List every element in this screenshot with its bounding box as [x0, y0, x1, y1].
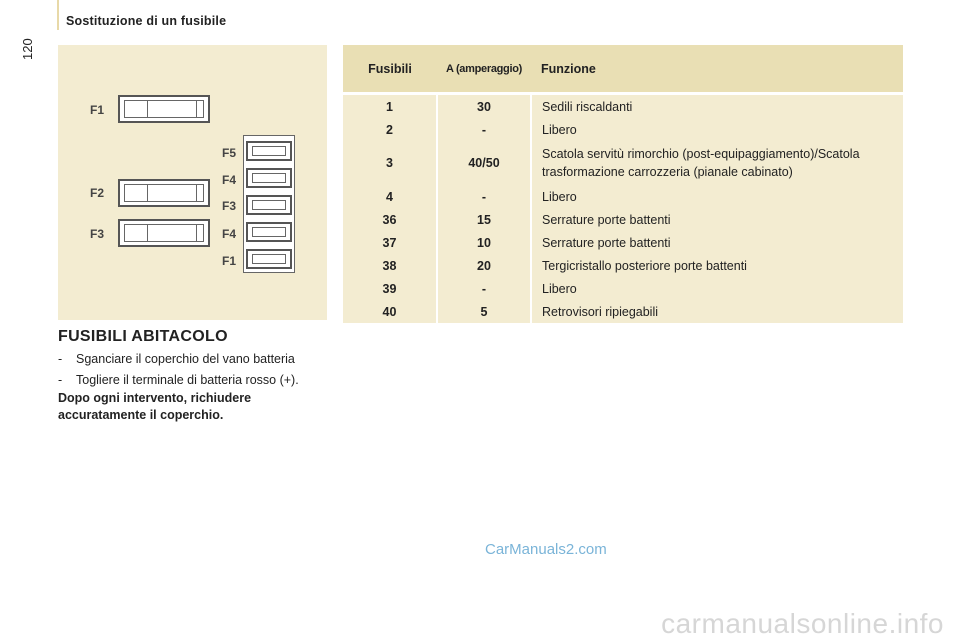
header-amperaggio: A (amperaggio) [437, 45, 531, 92]
fuse-amperage: - [437, 118, 531, 141]
fuse-label-left-1: F1 [90, 103, 105, 117]
fuse-f3-vertical [246, 195, 292, 215]
table-row [343, 185, 903, 208]
table-row [343, 300, 903, 323]
fuse-f2-horizontal [118, 179, 210, 207]
note-text: Dopo ogni intervento, richiudere accuratamente il coperchio. [58, 391, 252, 422]
fuse-f4-vertical-a [246, 168, 292, 188]
carmanuals-watermark-link[interactable]: CarManuals2.com [485, 541, 607, 558]
fuse-function: Serrature porte battenti [531, 231, 903, 254]
fuse-number: 3 [343, 141, 437, 185]
fuse-label-left-2: F2 [90, 186, 105, 200]
fuse-amperage: 5 [437, 300, 531, 323]
fuse-number: 38 [343, 254, 437, 277]
fuse-f1-horizontal [118, 95, 210, 123]
table-row [343, 231, 903, 254]
fuse-function: Scatola servitù rimorchio (post-equipaggiamento)/Scatola trasformazione carrozzeria (pianale cabinato) [531, 141, 903, 185]
fuse-label-right-2: F4 [222, 173, 237, 187]
fuse-number: 4 [343, 185, 437, 208]
fuse-function: Retrovisori ripiegabili [531, 300, 903, 323]
fuse-f5-vertical [246, 141, 292, 161]
fuse-f1-vertical [246, 249, 292, 269]
fuse-label-right-4: F4 [222, 227, 237, 241]
fuse-number: 37 [343, 231, 437, 254]
fuse-label-left-3: F3 [90, 227, 105, 241]
fuse-f4-vertical-b [246, 222, 292, 242]
fuse-f3-horizontal [118, 219, 210, 247]
fuse-label-right-3: F3 [222, 199, 237, 213]
fuse-amperage: 40/50 [437, 141, 531, 185]
table-row [343, 118, 903, 141]
fuse-number: 36 [343, 208, 437, 231]
table-row [343, 277, 903, 300]
table-row [343, 95, 903, 118]
header-funzione: Funzione [531, 45, 903, 92]
fuse-function: Libero [531, 277, 903, 300]
step-1 [58, 352, 295, 366]
fuse-amperage: 30 [437, 95, 531, 118]
step-dash: - [58, 373, 63, 387]
step-text: Togliere il terminale di batteria rosso (+). [76, 373, 299, 387]
fuse-number: 2 [343, 118, 437, 141]
header-accent-bar [57, 0, 59, 30]
fuse-label-right-5: F1 [222, 254, 237, 268]
fuse-amperage: 10 [437, 231, 531, 254]
fuse-table [343, 45, 903, 323]
fuse-function: Libero [531, 118, 903, 141]
fuse-label-right-1: F5 [222, 146, 237, 160]
section-title: FUSIBILI ABITACOLO [58, 328, 228, 345]
step-text: Sganciare il coperchio del vano batteria [76, 352, 295, 366]
table-row [343, 141, 903, 185]
fuse-function: Sedili riscaldanti [531, 95, 903, 118]
header-fusibili: Fusibili [343, 45, 437, 92]
page-number: 120 [20, 38, 35, 60]
table-row [343, 254, 903, 277]
fuse-amperage: 15 [437, 208, 531, 231]
fuse-number: 39 [343, 277, 437, 300]
fuse-amperage: - [437, 277, 531, 300]
fuse-function: Libero [531, 185, 903, 208]
fuse-amperage: - [437, 185, 531, 208]
fuse-number: 40 [343, 300, 437, 323]
fuse-function: Serrature porte battenti [531, 208, 903, 231]
fuse-function: Tergicristallo posteriore porte battenti [531, 254, 903, 277]
table-row [343, 208, 903, 231]
fuse-amperage: 20 [437, 254, 531, 277]
page-header-title: Sostituzione di un fusibile [66, 14, 227, 28]
fuse-number: 1 [343, 95, 437, 118]
step-dash: - [58, 352, 63, 366]
site-watermark: carmanualsonline.info [661, 608, 944, 639]
step-2 [58, 373, 299, 387]
